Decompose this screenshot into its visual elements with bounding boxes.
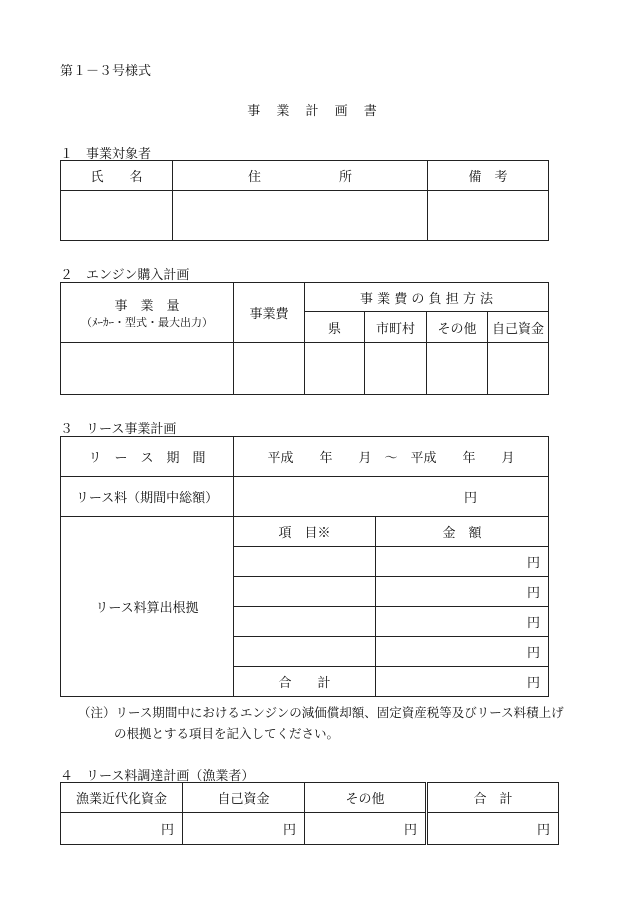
other-cell[interactable] bbox=[427, 343, 488, 395]
prefecture-header: 県 bbox=[305, 312, 365, 343]
engine-purchase-table bbox=[60, 282, 549, 395]
municipality-header: 市町村 bbox=[365, 312, 427, 343]
amount-header: 金 額 bbox=[376, 517, 549, 547]
address-cell[interactable] bbox=[173, 191, 428, 241]
page-title: 事 業 計 画 書 bbox=[247, 104, 383, 119]
address-header: 住 所 bbox=[173, 161, 428, 191]
section4-heading: ４ リース料調達計画（漁業者） bbox=[60, 769, 255, 784]
note-line2: の根拠とする項目を記入してください。 bbox=[114, 726, 340, 741]
name-header: 氏 名 bbox=[61, 161, 173, 191]
total-label: 合 計 bbox=[234, 667, 376, 697]
lease-plan-table bbox=[60, 436, 549, 697]
own-funds-cell[interactable]: 円 bbox=[183, 813, 305, 845]
item-cell[interactable] bbox=[234, 607, 376, 637]
form-number: 第１－３号様式 bbox=[60, 64, 152, 79]
own-funds-header: 自己資金 bbox=[183, 783, 305, 813]
lease-funding-table bbox=[60, 782, 559, 845]
amount-cell[interactable]: 円 bbox=[376, 577, 549, 607]
amount-cell[interactable]: 円 bbox=[376, 637, 549, 667]
own-funds-cell[interactable] bbox=[488, 343, 549, 395]
lease-fee-value[interactable]: 円 bbox=[234, 477, 549, 517]
total-amount-cell[interactable]: 円 bbox=[376, 667, 549, 697]
lease-fee-label: リース料（期間中総額） bbox=[61, 477, 234, 517]
item-cell[interactable] bbox=[234, 577, 376, 607]
prefecture-cell[interactable] bbox=[305, 343, 365, 395]
own-funds-header: 自己資金 bbox=[488, 312, 549, 343]
item-cell[interactable] bbox=[234, 547, 376, 577]
total-cell[interactable]: 円 bbox=[427, 813, 559, 845]
cost-cell[interactable] bbox=[234, 343, 305, 395]
total-header: 合 計 bbox=[427, 783, 559, 813]
section1-heading: １ 事業対象者 bbox=[60, 147, 152, 162]
cost-header: 事業費 bbox=[234, 283, 305, 343]
modernization-fund-header: 漁業近代化資金 bbox=[61, 783, 183, 813]
section3-heading: ３ リース事業計画 bbox=[60, 422, 177, 437]
remarks-cell[interactable] bbox=[428, 191, 549, 241]
burden-header: 事 業 費 の 負 担 方 法 bbox=[305, 283, 549, 312]
note-line1: （注）リース期間中におけるエンジンの減価償却額、固定資産税等及びリース料積上げ bbox=[78, 705, 564, 720]
other-header: その他 bbox=[305, 783, 427, 813]
other-cell[interactable]: 円 bbox=[305, 813, 427, 845]
target-table bbox=[60, 160, 549, 241]
scale-header bbox=[61, 283, 234, 343]
lease-period-label: リ ー ス 期 間 bbox=[61, 437, 234, 477]
remarks-header: 備 考 bbox=[428, 161, 549, 191]
scale-sublabel: （ﾒｰｶｰ・型式・最大出力） bbox=[81, 316, 213, 329]
municipality-cell[interactable] bbox=[365, 343, 427, 395]
basis-label: リース料算出根拠 bbox=[61, 517, 234, 697]
amount-cell[interactable]: 円 bbox=[376, 607, 549, 637]
name-cell[interactable] bbox=[61, 191, 173, 241]
other-header: その他 bbox=[427, 312, 488, 343]
scale-cell[interactable] bbox=[61, 343, 234, 395]
lease-period-value[interactable]: 平成 年 月 ～ 平成 年 月 bbox=[234, 437, 549, 477]
amount-cell[interactable]: 円 bbox=[376, 547, 549, 577]
item-header: 項 目※ bbox=[234, 517, 376, 547]
modernization-fund-cell[interactable]: 円 bbox=[61, 813, 183, 845]
scale-label: 事 業 量 bbox=[114, 299, 180, 314]
section2-heading: ２ エンジン購入計画 bbox=[60, 268, 190, 283]
item-cell[interactable] bbox=[234, 637, 376, 667]
